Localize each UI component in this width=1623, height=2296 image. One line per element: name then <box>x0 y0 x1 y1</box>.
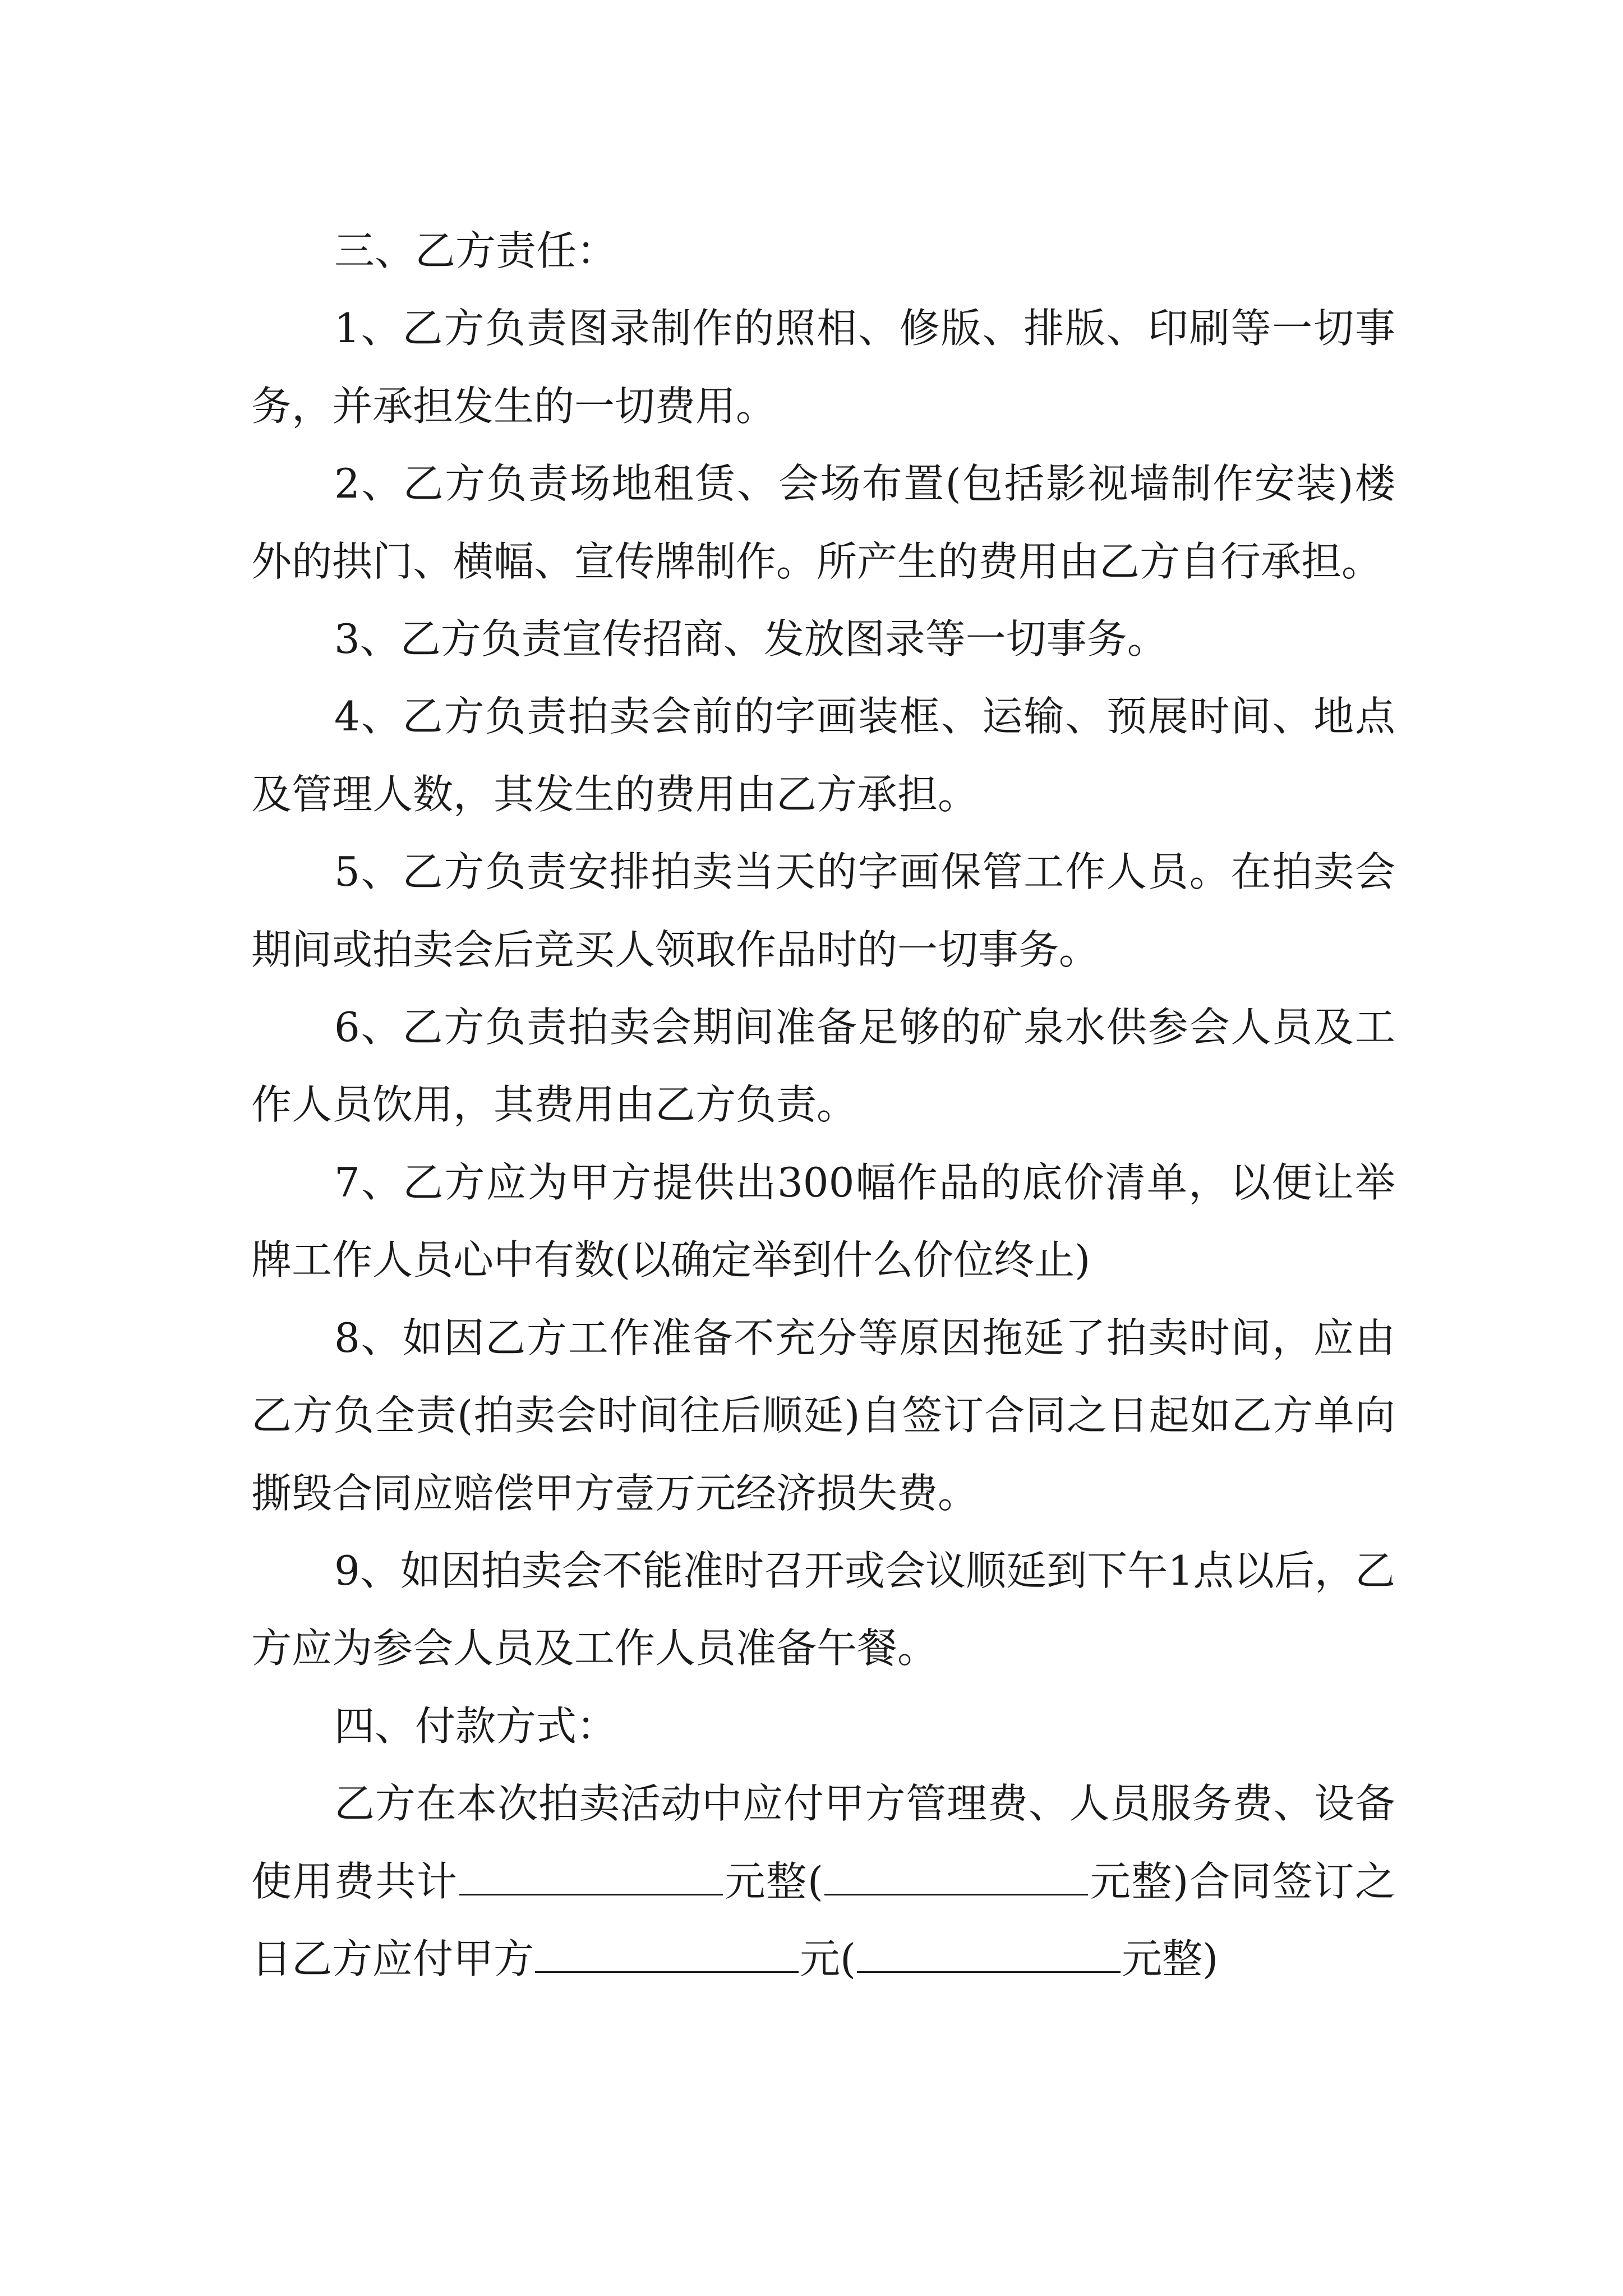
amount-blank-3[interactable] <box>535 1938 799 1973</box>
amount-blank-2[interactable] <box>824 1860 1088 1895</box>
clause-4: 4、乙方负责拍卖会前的字画装框、运输、预展时间、地点及管理人数，其发生的费用由乙方承担。 <box>251 693 1395 818</box>
amount-blank-1[interactable] <box>459 1860 723 1895</box>
clause-6: 6、乙方负责拍卖会期间准备足够的矿泉水供参会人员及工作人员饮用，其费用由乙方负责。 <box>251 1004 1395 1129</box>
section-heading-3: 三、乙方责任： <box>334 227 617 274</box>
payment-text-3: 元整)合同签订之日乙方应付甲方 <box>251 1857 1395 1982</box>
clause-1: 1、乙方负责图录制作的照相、修版、排版、印刷等一切事务，并承担发生的一切费用。 <box>251 305 1395 430</box>
clause-2: 2、乙方负责场地租赁、会场布置(包括影视墙制作安装)楼外的拱门、横幅、宣传牌制作。所产生的费用由乙方自行承担。 <box>251 460 1395 585</box>
payment-text-1: 乙方在本次拍卖活动中应付甲方管理费、人员服务费、设备使用费共计 <box>251 1780 1395 1905</box>
clause-3: 3、乙方负责宣传招商、发放图录等一切事务。 <box>334 615 1168 663</box>
payment-text-4: 元( <box>800 1935 856 1982</box>
section-heading-4: 四、付款方式： <box>334 1702 617 1750</box>
payment-text-5: 元整) <box>1122 1935 1219 1982</box>
payment-text-2: 元整( <box>723 1857 823 1905</box>
clause-9: 9、如因拍卖会不能准时召开或会议顺延到下午1点以后，乙方应为参会人员及工作人员准备午餐。 <box>251 1547 1395 1672</box>
clause-8: 8、如因乙方工作准备不充分等原因拖延了拍卖时间，应由乙方负全责(拍卖会时间往后顺延)自签订合同之日起如乙方单向撕毁合同应赔偿甲方壹万元经济损失费。 <box>251 1314 1395 1517</box>
clause-7: 7、乙方应为甲方提供出300幅作品的底价清单，以便让举牌工作人员心中有数(以确定举到什么价位终止) <box>251 1158 1395 1284</box>
document-body <box>251 212 1395 1998</box>
amount-blank-4[interactable] <box>857 1938 1121 1973</box>
payment-paragraph <box>251 1765 1395 1998</box>
clause-5: 5、乙方负责安排拍卖当天的字画保管工作人员。在拍卖会期间或拍卖会后竞买人领取作品时的一切事务。 <box>251 848 1395 973</box>
